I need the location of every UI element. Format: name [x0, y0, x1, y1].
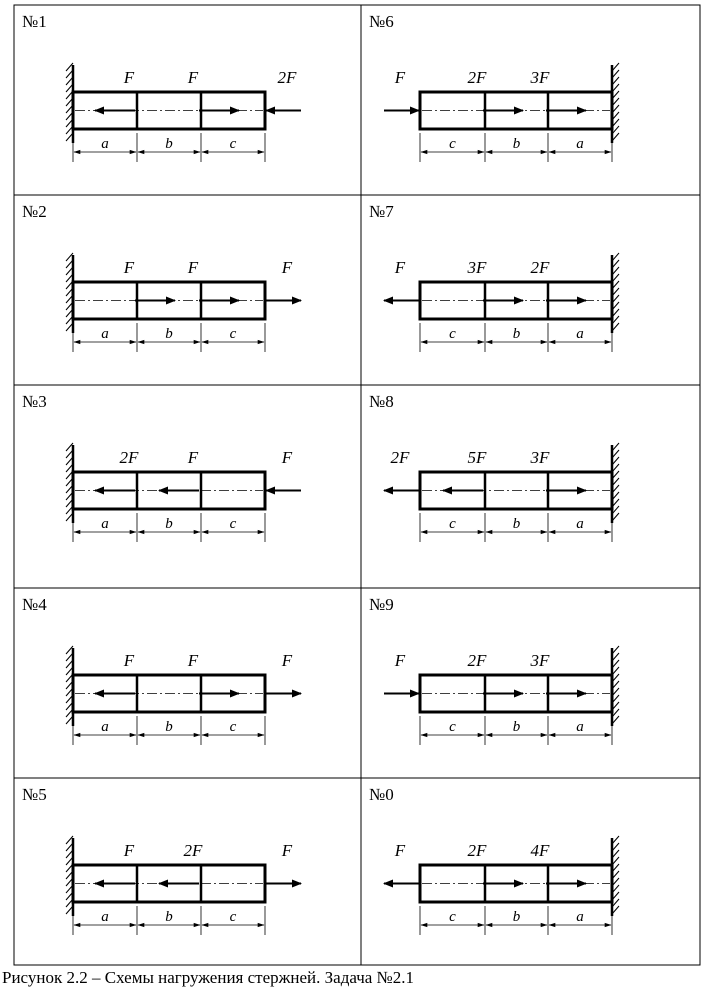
panel-no4	[22, 595, 301, 745]
panel-no1	[22, 12, 301, 162]
segment-length-label: a	[576, 719, 584, 735]
segment-length-label: c	[449, 909, 456, 925]
panel-no7	[369, 202, 619, 352]
force-label: 3F	[530, 651, 550, 670]
force-label: 2F	[467, 841, 487, 860]
force-label: F	[123, 68, 135, 87]
force-label: F	[394, 651, 406, 670]
force-label: F	[187, 651, 199, 670]
force-label: 2F	[530, 258, 550, 277]
panel-no2	[22, 202, 301, 352]
panel-number: №0	[369, 785, 394, 804]
segment-length-label: b	[165, 516, 173, 532]
segment-length-label: b	[512, 719, 521, 735]
panel-number: №8	[369, 392, 394, 411]
segment-length-label: c	[229, 516, 237, 532]
segment-length-label: a	[101, 516, 109, 532]
force-label: F	[281, 651, 293, 670]
segment-length-label: a	[101, 719, 109, 735]
segment-length-label: a	[576, 909, 584, 925]
panel-no0	[369, 785, 619, 935]
force-label: F	[123, 651, 135, 670]
force-label: F	[187, 258, 199, 277]
panel-number: №3	[22, 392, 47, 411]
force-label: 5F	[467, 448, 487, 467]
segment-length-label: c	[449, 719, 456, 735]
force-label: 2F	[467, 68, 487, 87]
segment-length-label: c	[449, 516, 456, 532]
panel-number: №4	[22, 595, 47, 614]
segment-length-label: b	[165, 719, 173, 735]
force-label: 3F	[530, 68, 550, 87]
force-label: F	[281, 258, 293, 277]
segment-length-label: a	[101, 326, 109, 342]
segment-length-label: c	[449, 136, 456, 152]
force-label: 2F	[390, 448, 410, 467]
force-label: F	[281, 448, 293, 467]
segment-length-label: b	[165, 326, 173, 342]
segment-length-label: c	[229, 326, 237, 342]
segment-length-label: a	[576, 136, 584, 152]
segment-length-label: a	[576, 516, 584, 532]
segment-length-label: b	[165, 136, 173, 152]
force-label: 3F	[530, 448, 550, 467]
force-label: F	[123, 841, 135, 860]
panel-no6	[369, 12, 619, 162]
force-label: F	[394, 841, 406, 860]
segment-length-label: b	[512, 136, 521, 152]
panel-no9	[369, 595, 619, 745]
segment-length-label: c	[229, 136, 237, 152]
segment-length-label: b	[512, 516, 521, 532]
force-label: 3F	[467, 258, 487, 277]
force-label: 2F	[119, 448, 139, 467]
panel-number: №5	[22, 785, 47, 804]
force-label: 4F	[530, 841, 550, 860]
force-label: 2F	[467, 651, 487, 670]
figure-caption: Рисунок 2.2 – Схемы нагружения стержней. Задача №2.1	[2, 968, 415, 987]
segment-length-label: a	[101, 136, 109, 152]
force-label: 2F	[183, 841, 203, 860]
force-label: F	[394, 68, 406, 87]
panel-number: №6	[369, 12, 394, 31]
segment-length-label: a	[101, 909, 109, 925]
table-border	[14, 5, 700, 965]
panel-number: №2	[22, 202, 47, 221]
force-label: F	[394, 258, 406, 277]
segment-length-label: c	[229, 719, 237, 735]
panel-no3	[22, 392, 301, 542]
panel-number: №1	[22, 12, 47, 31]
panel-number: №7	[369, 202, 394, 221]
panel-number: №9	[369, 595, 394, 614]
force-label: F	[187, 68, 199, 87]
panel-no5	[22, 785, 301, 935]
segment-length-label: b	[512, 326, 521, 342]
segment-length-label: c	[229, 909, 237, 925]
force-label: F	[187, 448, 199, 467]
segment-length-label: b	[512, 909, 521, 925]
force-label: F	[123, 258, 135, 277]
panel-no8	[369, 392, 619, 542]
segment-length-label: c	[449, 326, 456, 342]
force-label: 2F	[277, 68, 297, 87]
segment-length-label: b	[165, 909, 173, 925]
force-label: F	[281, 841, 293, 860]
segment-length-label: a	[576, 326, 584, 342]
